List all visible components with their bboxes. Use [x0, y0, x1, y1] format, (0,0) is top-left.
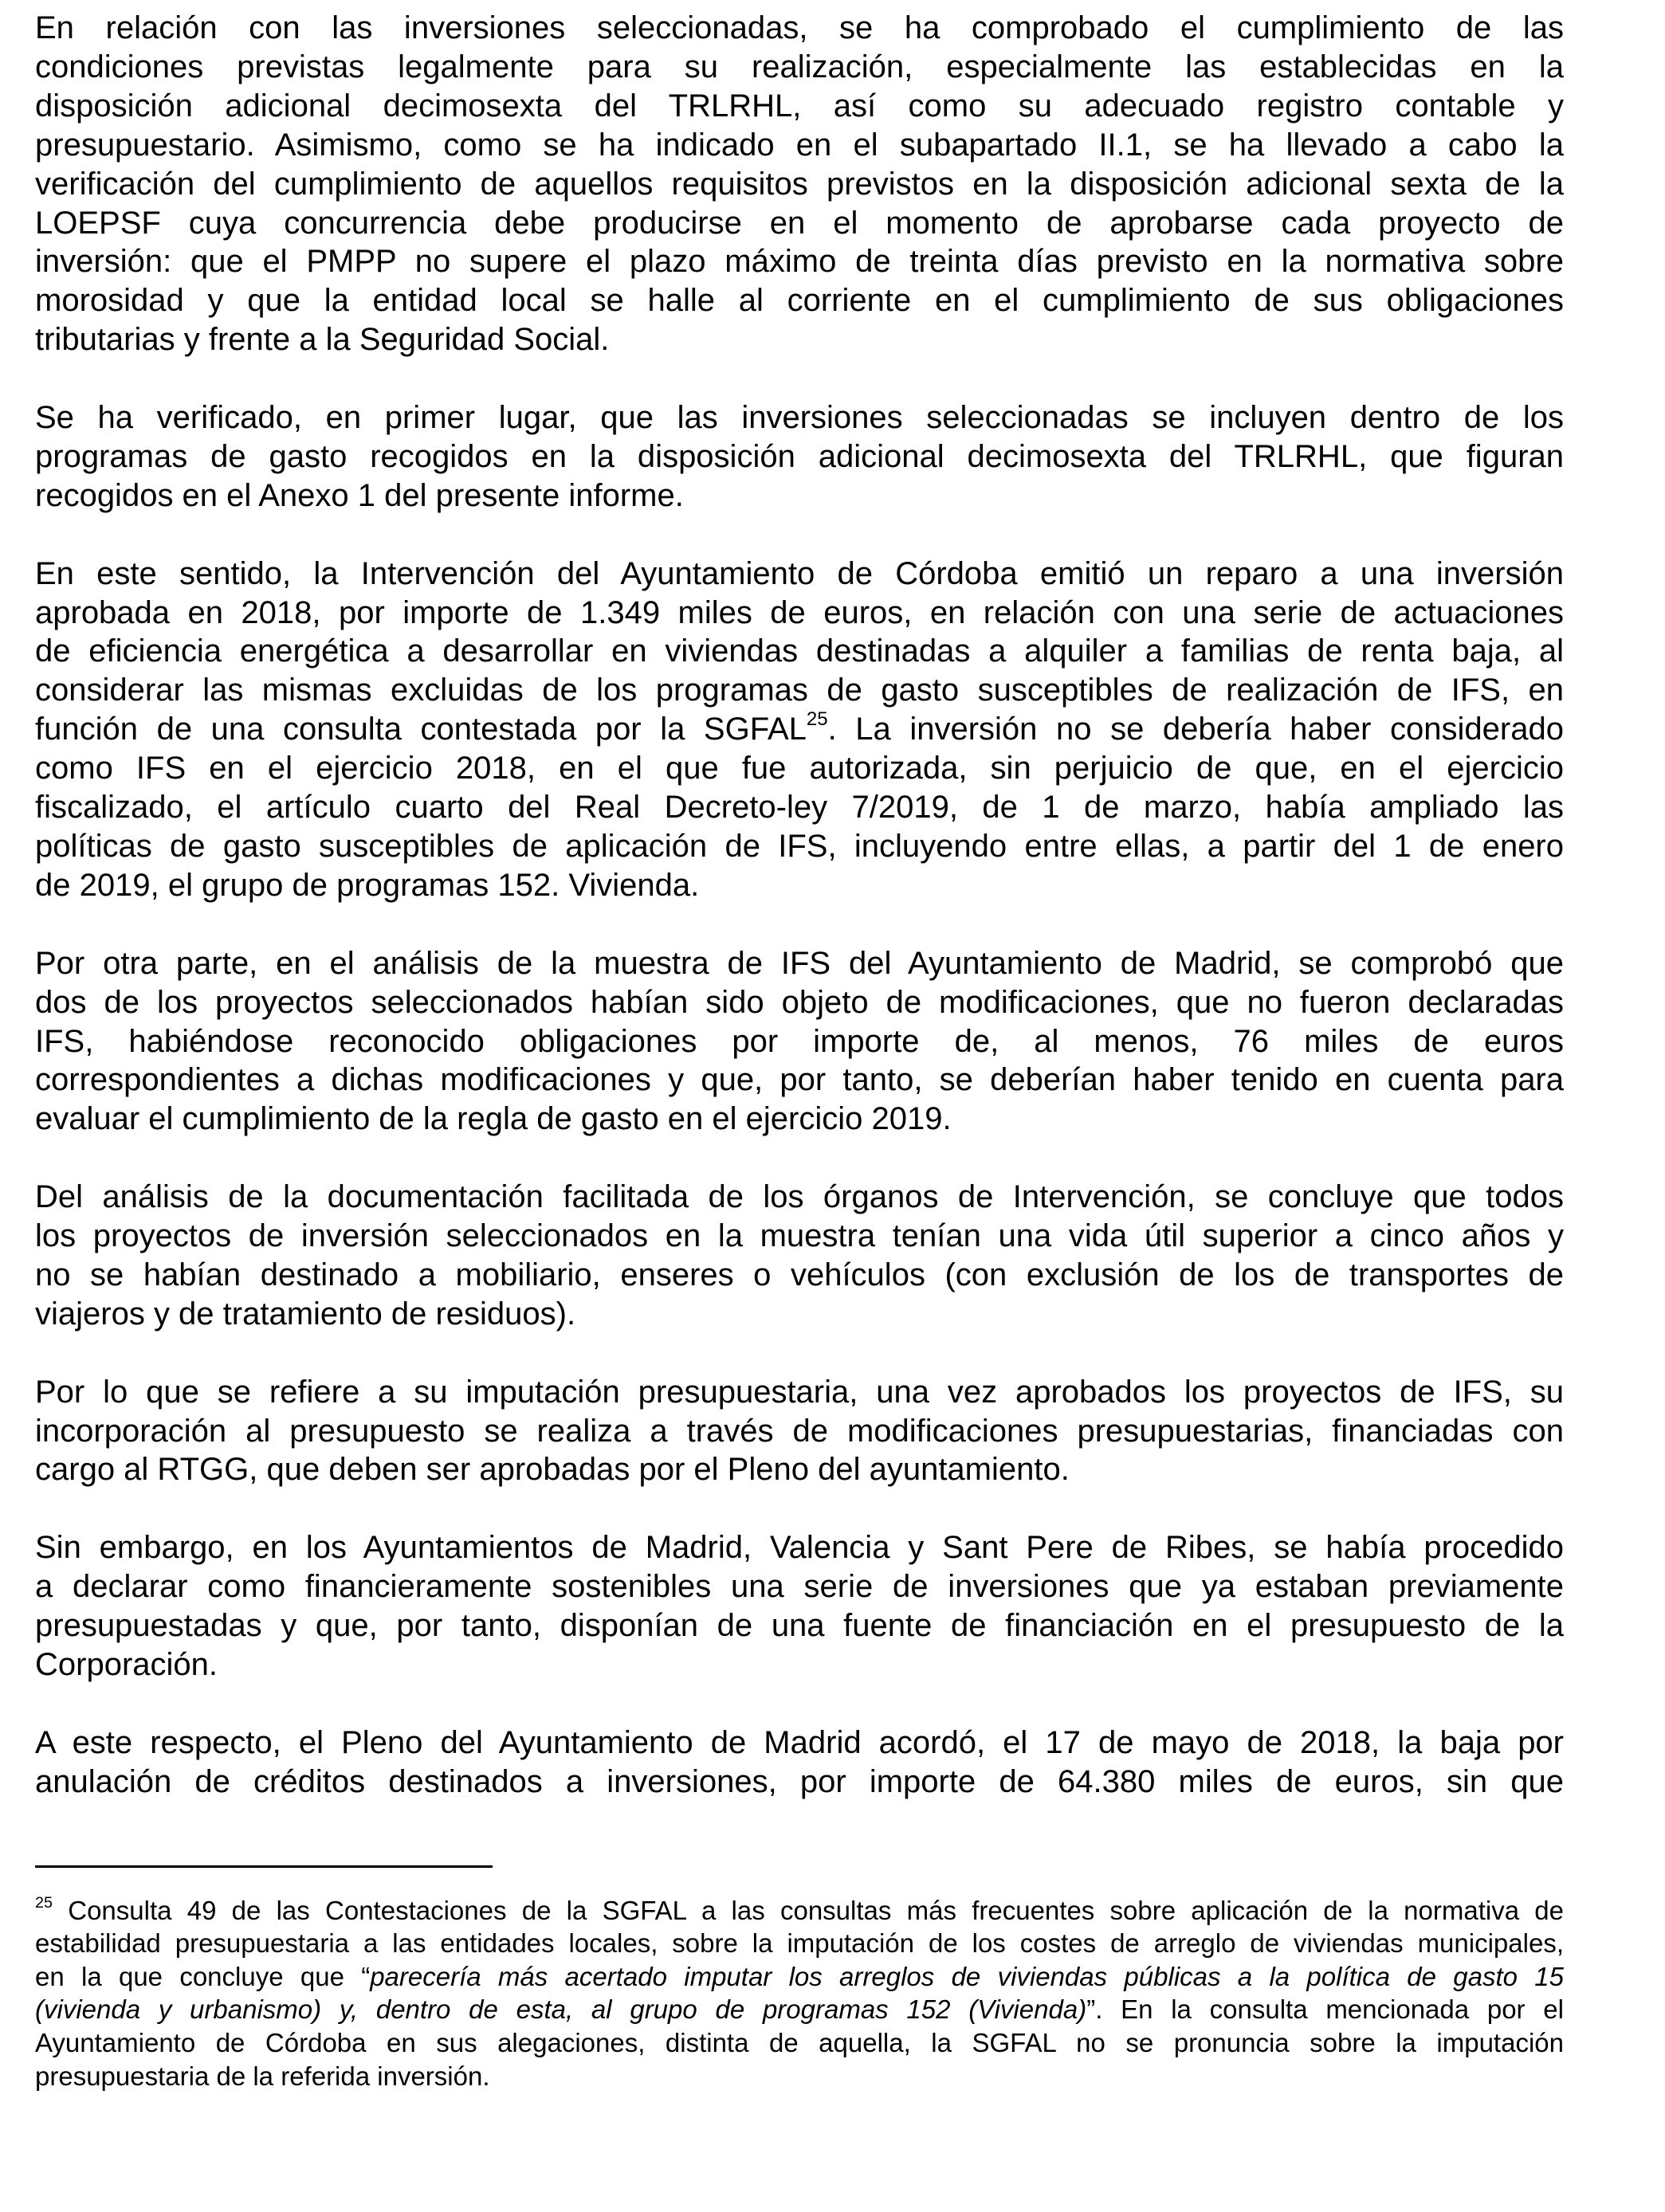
text-run: condiciones previstas legalmente para su realización, especialmente las establecidas en la: [35, 49, 1564, 84]
text-run: presupuestaria de la referida inversión.: [35, 2061, 490, 2091]
text-run: morosidad y que la entidad local se halle al corriente en el cumplimiento de sus obligaciones: [35, 283, 1564, 319]
paragraph: [35, 1373, 1564, 1490]
text-run: presupuestadas y que, por tanto, disponían de una fuente de financiación en el presupuesto de la: [35, 1608, 1564, 1644]
text-run: en la que concluye que “: [35, 1961, 371, 1991]
text-line: [35, 477, 1564, 516]
text-run: a declarar como financieramente sostenibles una serie de inversiones que ya estaban previamente: [35, 1569, 1564, 1605]
text-run: inversión: que el PMPP no supere el plazo máximo de treinta días previsto en la normativa sobre: [35, 244, 1564, 280]
text-line: [35, 866, 1564, 905]
text-run: Consulta 49 de las Contestaciones de la SGFAL a las consultas más frecuentes sobre aplicación de la normativa de: [53, 1895, 1564, 1925]
text-run: A este respecto, el Pleno del Ayuntamiento de Madrid acordó, el 17 de mayo de 2018, la baja por: [35, 1724, 1564, 1760]
text-run: Se ha verificado, en primer lugar, que las inversiones seleccionadas se incluyen dentro de los: [35, 400, 1564, 436]
text-run: políticas de gasto susceptibles de aplicación de IFS, incluyendo entre ellas, a partir del 1 de enero: [35, 829, 1564, 864]
footnote-line: [35, 1993, 1564, 2026]
text-run: no se habían destinado a mobiliario, enseres o vehículos (con exclusión de los de transportes de: [35, 1257, 1564, 1292]
text-line: [35, 1606, 1564, 1645]
text-line: [35, 632, 1564, 671]
paragraph: [35, 555, 1564, 905]
text-run: Ayuntamiento de Córdoba en sus alegaciones, distinta de aquella, la SGFAL no se pronuncia sobre la imputación: [35, 2027, 1564, 2057]
paragraph: [35, 1724, 1564, 1802]
text-line: [35, 281, 1564, 320]
text-run: incorporación al presupuesto se realiza a través de modificaciones presupuestarias, financiadas con: [35, 1413, 1564, 1449]
text-line: [35, 48, 1564, 87]
text-run: de eficiencia energética a desarrollar en viviendas destinadas a alquiler a familias de renta baja, al: [35, 633, 1564, 669]
text-line: [35, 437, 1564, 477]
text-run: Corporación.: [35, 1646, 218, 1682]
text-line: [35, 1567, 1564, 1606]
footnote-line: [35, 1960, 1564, 1994]
text-line: [35, 320, 1564, 359]
footnote-separator: [35, 1865, 493, 1868]
footnote-line: [35, 1894, 1564, 1928]
text-line: [35, 242, 1564, 281]
text-run: de 2019, el grupo de programas 152. Vivienda.: [35, 867, 700, 903]
text-line: [35, 788, 1564, 827]
footnote-line: [35, 1927, 1564, 1960]
text-line: [35, 1412, 1564, 1451]
text-run: cargo al RTGG, que deben ser aprobadas por el Pleno del ayuntamiento.: [35, 1452, 1070, 1488]
text-run: aprobada en 2018, por importe de 1.349 miles de euros, en relación con una serie de actuaciones: [35, 594, 1564, 630]
text-run: estabilidad presupuestaria a las entidades locales, sobre la imputación de los costes de arreglo de viviendas municipales,: [35, 1928, 1564, 1959]
text-run: Sin embargo, en los Ayuntamientos de Madrid, Valencia y Sant Pere de Ribes, se había procedido: [35, 1530, 1564, 1566]
text-line: [35, 827, 1564, 866]
text-run: verificación del cumplimiento de aquellos requisitos previstos en la disposición adicional sexta de la: [35, 166, 1564, 202]
text-run: disposición adicional decimosexta del TRLRHL, así como su adecuado registro contable y: [35, 88, 1564, 124]
text-line: [35, 594, 1564, 633]
text-line: [35, 87, 1564, 126]
text-line: [35, 671, 1564, 710]
text-run: los proyectos de inversión seleccionados en la muestra tenían una vida útil superior a cinco años y: [35, 1218, 1564, 1254]
text-run: . La inversión no se debería haber considerado: [827, 712, 1564, 747]
text-run: recogidos en el Anexo 1 del presente informe.: [35, 477, 684, 513]
text-line: [35, 983, 1564, 1022]
text-line: [35, 1450, 1564, 1489]
text-run: En relación con las inversiones seleccionadas, se ha comprobado el cumplimiento de las: [35, 10, 1564, 45]
text-run: Por lo que se refiere a su imputación presupuestaria, una vez aprobados los proyectos de IFS, su: [35, 1374, 1564, 1410]
text-line: [35, 126, 1564, 165]
text-run: IFS, habiéndose reconocido obligaciones por importe de, al menos, 76 miles de euros: [35, 1023, 1564, 1059]
paragraph: [35, 1178, 1564, 1334]
text-run: En este sentido, la Intervención del Ayuntamiento de Córdoba emitió un reparo a una inversión: [35, 555, 1564, 591]
text-line: [35, 555, 1564, 594]
text-run: programas de gasto recogidos en la disposición adicional decimosexta del TRLRHL, que figuran: [35, 438, 1564, 474]
footnote-reference: 25: [806, 708, 828, 731]
text-line: [35, 1645, 1564, 1684]
text-line: [35, 1763, 1564, 1802]
text-line: [35, 944, 1564, 983]
text-run: Por otra parte, en el análisis de la muestra de IFS del Ayuntamiento de Madrid, se comprobó que: [35, 945, 1564, 981]
body-text: [35, 9, 1564, 1802]
paragraph: [35, 944, 1564, 1139]
text-line: [35, 204, 1564, 243]
italic-quote: (vivienda y urbanismo) y, dentro de esta, al grupo de programas 152 (Vivienda): [35, 1994, 1087, 2025]
text-line: [35, 1022, 1564, 1061]
footnote-25: [35, 1894, 1564, 2093]
text-run: correspondientes a dichas modificaciones y que, por tanto, se deberían haber tenido en cuenta para: [35, 1062, 1564, 1098]
text-line: [35, 749, 1564, 788]
footnote-line: [35, 2060, 1564, 2093]
text-run: tributarias y frente a la Seguridad Social.: [35, 322, 610, 358]
footnote-line: [35, 2026, 1564, 2060]
text-run: dos de los proyectos seleccionados habían sido objeto de modificaciones, que no fueron declaradas: [35, 984, 1564, 1020]
text-line: [35, 1217, 1564, 1256]
text-run: fiscalizado, el artículo cuarto del Real Decreto-ley 7/2019, de 1 de marzo, había ampliado las: [35, 790, 1564, 826]
text-run: Del análisis de la documentación facilitada de los órganos de Intervención, se concluye que todos: [35, 1179, 1564, 1215]
text-run: evaluar el cumplimiento de la regla de gasto en el ejercicio 2019.: [35, 1101, 952, 1137]
text-run: presupuestario. Asimismo, como se ha indicado en el subapartado II.1, se ha llevado a cabo la: [35, 127, 1564, 163]
text-run: viajeros y de tratamiento de residuos).: [35, 1296, 576, 1332]
paragraph: [35, 1528, 1564, 1684]
paragraph: [35, 9, 1564, 359]
text-line: [35, 1061, 1564, 1100]
text-line: [35, 1295, 1564, 1334]
text-line: [35, 710, 1564, 749]
text-line: [35, 1256, 1564, 1295]
paragraph: [35, 398, 1564, 516]
text-line: [35, 1100, 1564, 1139]
text-line: [35, 9, 1564, 48]
text-run: ”. En la consulta mencionada por el: [1086, 1994, 1564, 2025]
text-line: [35, 165, 1564, 204]
text-run: como IFS en el ejercicio 2018, en el que fue autorizada, sin perjuicio de que, en el ejercicio: [35, 751, 1564, 786]
text-line: [35, 1178, 1564, 1217]
text-line: [35, 1373, 1564, 1412]
text-run: LOEPSF cuya concurrencia debe producirse en el momento de aprobarse cada proyecto de: [35, 205, 1564, 241]
text-run: considerar las mismas excluidas de los programas de gasto susceptibles de realización de IFS, en: [35, 673, 1564, 708]
footnote-reference: 25: [35, 1893, 53, 1912]
italic-quote: parecería más acertado imputar los arreglos de viviendas públicas a la política de gasto 15: [370, 1961, 1564, 1991]
text-line: [35, 1724, 1564, 1763]
text-line: [35, 1528, 1564, 1567]
text-line: [35, 398, 1564, 437]
text-run: función de una consulta contestada por la SGFAL: [35, 712, 807, 747]
text-run: anulación de créditos destinados a inversiones, por importe de 64.380 miles de euros, sin que: [35, 1763, 1564, 1799]
